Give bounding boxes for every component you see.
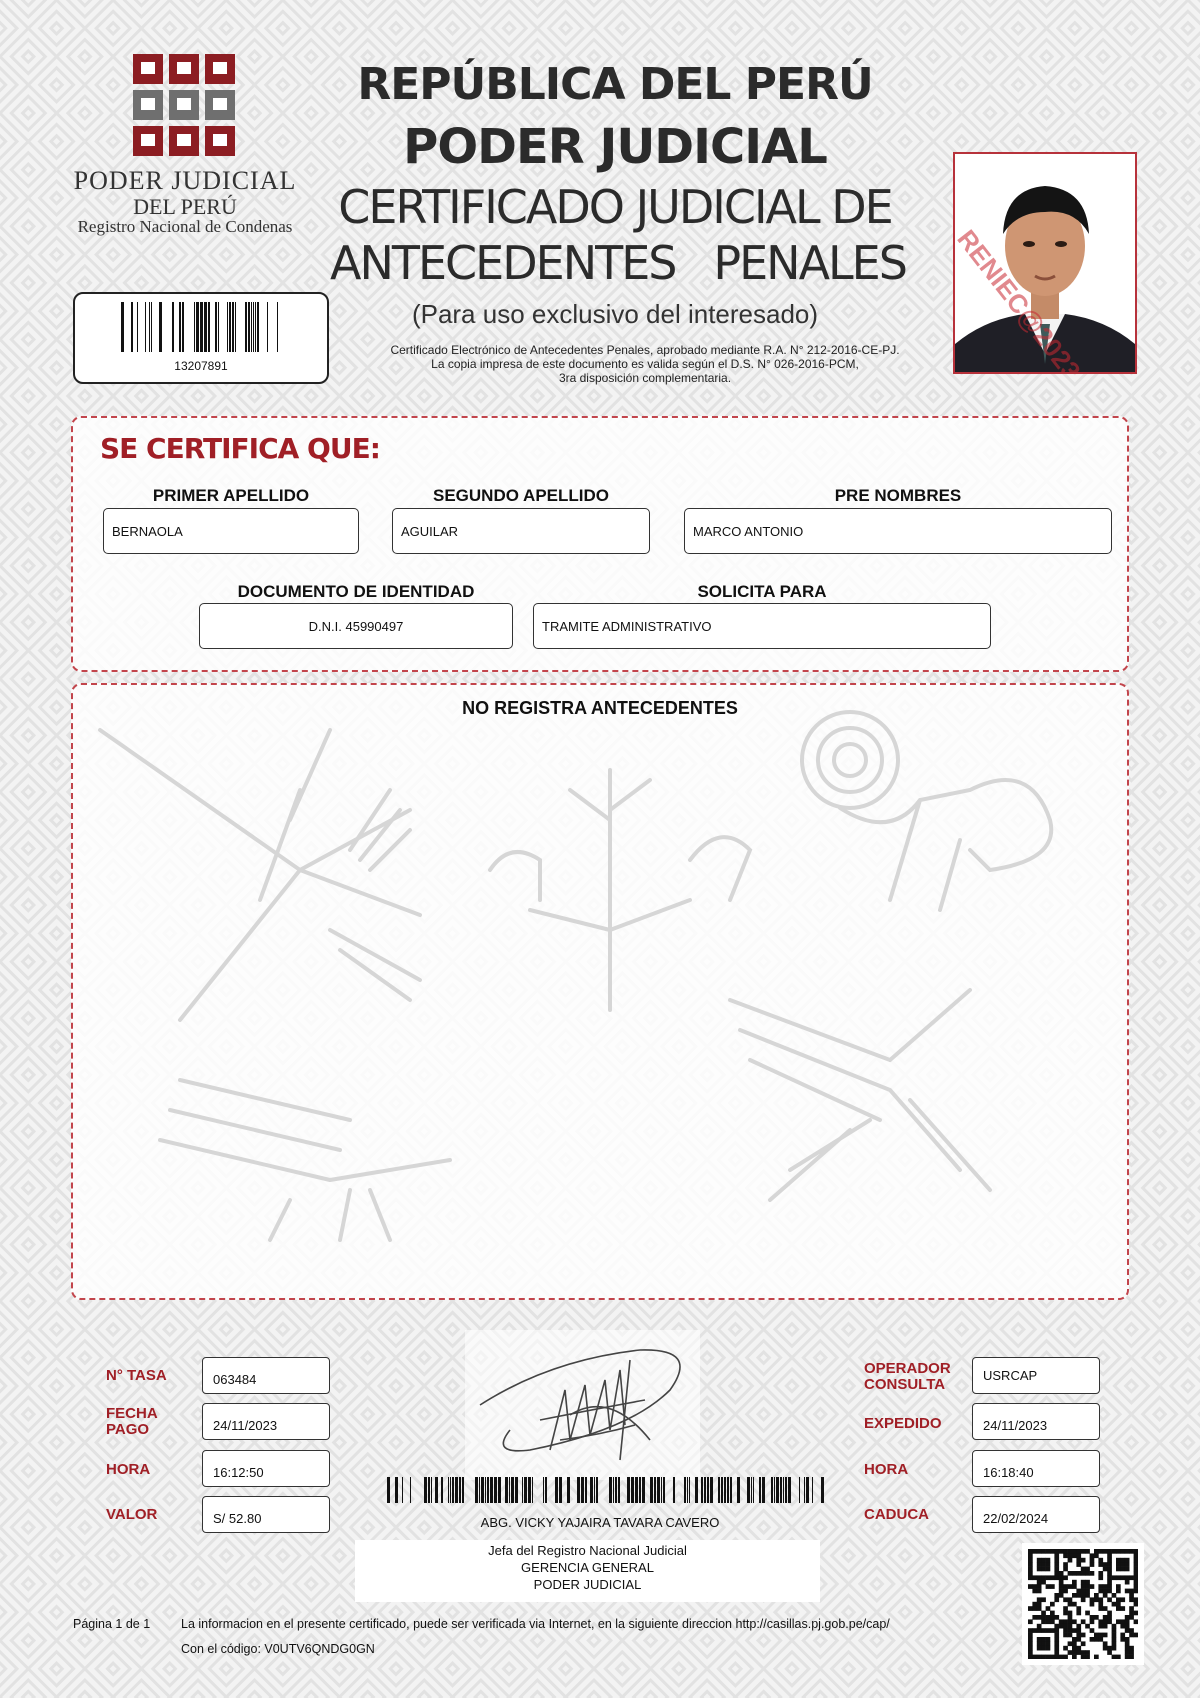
caduca-field: 22/02/2024 xyxy=(972,1496,1100,1533)
tasa-label: N° TASA xyxy=(106,1367,167,1384)
signature-image xyxy=(470,1330,700,1480)
barcode-icon xyxy=(121,302,281,352)
caduca-label: CADUCA xyxy=(864,1506,929,1523)
second-surname-field: AGUILAR xyxy=(392,508,650,554)
hora-pago-label: HORA xyxy=(106,1461,151,1478)
operador-field: USRCAP xyxy=(972,1357,1100,1394)
nazca-lines-watermark xyxy=(90,700,1110,1280)
qr-code[interactable] xyxy=(1022,1543,1144,1665)
logo-text-line3: Registro Nacional de Condenas xyxy=(77,217,293,236)
certificate-barcode-box xyxy=(73,292,329,384)
first-surname-field: BERNAOLA xyxy=(103,508,359,554)
title-poder-judicial: PODER JUDICIAL xyxy=(403,119,827,175)
id-document-field: D.N.I. 45990497 xyxy=(199,603,513,649)
barcode-number: 13207891 xyxy=(174,359,228,373)
hora-expedido-field: 16:18:40 xyxy=(972,1450,1100,1487)
pj-logo-icon xyxy=(129,50,241,158)
second-surname-label: SEGUNDO APELLIDO xyxy=(433,486,609,505)
title-antecedentes: ANTECEDENTES PENALES xyxy=(330,236,906,290)
logo-text-line1: PODER JUDICIAL xyxy=(73,166,297,195)
valor-field: S/ 52.80 xyxy=(202,1496,330,1533)
poder-judicial-logo xyxy=(55,50,315,240)
logo-text-line2: DEL PERÚ xyxy=(133,194,237,219)
signature-barcode-icon xyxy=(387,1477,827,1503)
title-block xyxy=(330,55,906,331)
result-text: NO REGISTRA ANTECEDENTES xyxy=(462,698,738,718)
qr-code-icon xyxy=(1028,1549,1138,1659)
hora-expedido-label: HORA xyxy=(864,1461,909,1478)
page-number: Página 1 de 1 xyxy=(73,1617,151,1631)
request-field: TRAMITE ADMINISTRATIVO xyxy=(533,603,991,649)
fecha-pago-label: FECHA PAGO xyxy=(106,1405,158,1438)
first-surname-label: PRIMER APELLIDO xyxy=(152,486,310,505)
request-label: SOLICITA PARA xyxy=(697,582,827,601)
legal-note: Certificado Electrónico de Antecedentes Penales, aprobado mediante R.A. N° 212-2016-CE-PJ. La copia impresa de este documento es valida según el D.S. N° 026-2016-PCM, 3ra disposición complementaria. xyxy=(390,343,900,385)
subtitle: (Para uso exclusivo del interesado) xyxy=(411,299,819,329)
expedido-label: EXPEDIDO xyxy=(864,1415,942,1432)
verification-code: Con el código: V0UTV6QNDG0GN xyxy=(181,1642,375,1656)
valor-label: VALOR xyxy=(106,1506,158,1523)
operador-label: OPERADOR CONSULTA xyxy=(864,1360,951,1393)
tasa-field: 063484 xyxy=(202,1357,330,1394)
names-field: MARCO ANTONIO xyxy=(684,508,1112,554)
names-label: PRE NOMBRES xyxy=(834,486,962,505)
photo-watermark: RENIEC@2023 xyxy=(953,224,1087,374)
id-document-label: DOCUMENTO DE IDENTIDAD xyxy=(237,582,475,601)
expedido-field: 24/11/2023 xyxy=(972,1403,1100,1440)
certify-title: SE CERTIFICA QUE: xyxy=(100,432,380,465)
fecha-pago-field: 24/11/2023 xyxy=(202,1403,330,1440)
signatory-name: ABG. VICKY YAJAIRA TAVARA CAVERO xyxy=(480,1515,720,1530)
verification-info: La informacion en el presente certificado, puede ser verificada via Internet, en la siguiente direccion http://casillas.pj.gob.pe/cap/ xyxy=(181,1617,890,1631)
hora-pago-field: 16:12:50 xyxy=(202,1450,330,1487)
applicant-photo xyxy=(953,152,1137,374)
signatory-role: Jefa del Registro Nacional Judicial GERENCIA GENERAL PODER JUDICIAL xyxy=(355,1540,820,1602)
title-certificado: CERTIFICADO JUDICIAL DE xyxy=(338,180,892,234)
title-republica: REPÚBLICA DEL PERÚ xyxy=(357,59,873,110)
